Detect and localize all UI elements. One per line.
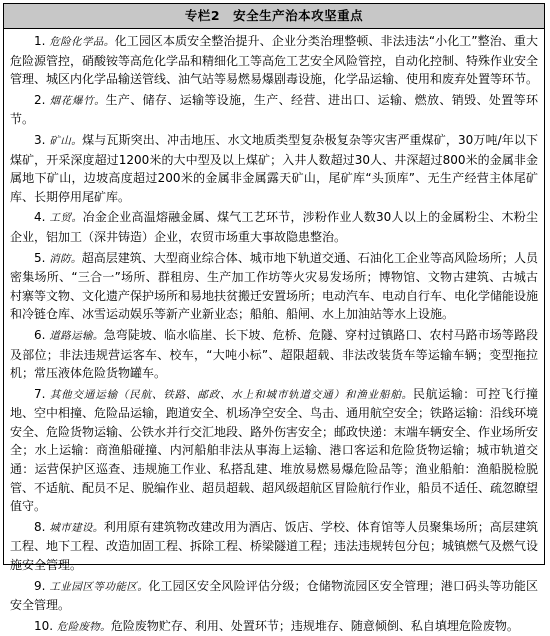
item-number: 9. [34,578,50,593]
item-number: 2. [34,92,50,107]
item-text: 民航运输：可控飞行撞地、空中相撞、危险品运输，跑道安全、机场净空安全、鸟击、通用航空安全；铁路运输：沿线环境安全、危险货物运输、公铁水并行交汇地段、路外伤害安全；邮政快递：末端车辆安全、作业场所安全；水上运输：商渔船碰撞、内河船舶非法从事海上运输、港口客运和危险货物运输；城市轨道交通：运营保护区巡查、违规施工作业、私搭乱建、堆放易燃易爆危险品等；渔业船舶：渔船脱检脱管、不适航、配员不足、脱编作业、超员超载、超风级超航区冒险航行作业，船员不适任、疏忽瞭望值守。 [10,386,539,514]
item-keyword: 工业园区等功能区。 [49,580,149,593]
item-keyword: 危险废物。 [56,620,111,633]
list-item-8 [10,518,538,575]
list-item-10 [10,617,538,636]
item-number: 4. [34,210,50,225]
list-item-7 [10,385,538,516]
item-number: 10. [34,618,57,633]
item-text: 超高层建筑、大型商业综合体、城市地下轨道交通、石油化工企业等高风险场所；人员密集场所、“三合一”场所、群租房、生产加工作坊等火灾易发场所；博物馆、文物古建筑、古城古村寨等文物、文化遗产保护场所和易地扶贫搬迁安置场所；电动汽车、电动自行车、电化学储能设施和冷链仓库、冰雪运动娱乐等新产业新业态；船舶、船闸、水上加油站等水上设施。 [10,250,539,322]
item-keyword: 工贸。 [49,212,83,225]
list-item-9 [10,577,538,615]
item-text: 危险废物贮存、利用、处置环节；违规堆存、随意倾倒、私自填埋危险废物。 [110,618,519,633]
list-item-4 [10,208,538,246]
item-text: 冶金企业高温熔融金属、煤气工艺环节，涉粉作业人数30人以上的金属粉尘、木粉尘企业，铝加工（深井铸造）企业，农贸市场重大事故隐患整治。 [10,210,539,244]
item-text: 急弯陡坡、临水临崖、长下坡、危桥、危隧、穿村过镇路口、农村马路市场等路段及部位；非法违规营运客车、校车，“大吨小标”、超限超载、非法改装货车等运输车辆；变型拖拉机；常压液体危险货物罐车。 [10,327,539,381]
item-keyword: 道路运输。 [49,329,104,342]
list-item-5 [10,249,538,324]
box-title: 专栏2 安全生产治本攻坚重点 [4,4,544,29]
item-keyword: 烟花爆竹。 [49,94,106,107]
item-number: 6. [34,327,50,342]
item-text: 利用原有建筑物改建改用为酒店、饭店、学校、体育馆等人员聚集场所；高层建筑工程、地下工程、改造加固工程、拆除工程、桥梁隧道工程；违法违规转包分包；城镇燃气及燃气设施安全管理。 [10,519,539,573]
item-text: 化工园区安全风险评估分级；仓储物流园区安全管理；港口码头等功能区安全管理。 [10,578,538,613]
item-number: 1. [34,34,50,48]
item-number: 8. [34,519,50,534]
item-text: 生产、储存、运输等设施，生产、经营、进出口、运输、燃放、销毁、处置等环节。 [10,92,538,127]
item-number: 3. [34,132,50,147]
item-text: 煤与瓦斯突出、冲击地压、水文地质类型复杂极复杂等灾害严重煤矿，30万吨/年以下煤矿，开采深度超过1200米的大中型及以上煤矿；入井人数超过30人、井深超过800米的金属非金属地下矿山，边坡高度超过200米的金属非金属露天矿山，尾矿库“头顶库”、无生产经营主体尾矿库、长期停用尾矿库。 [10,132,538,204]
list-item-3 [10,131,538,206]
list-item-6 [10,326,538,383]
item-keyword: 其他交通运输（民航、铁路、邮政、水上和城市轨道交通）和渔业船舶。 [49,388,414,401]
item-number: 7. [34,386,50,401]
item-keyword: 城市建设。 [49,521,104,534]
list-item-2 [10,91,538,129]
feature-box [3,3,545,633]
item-text: 化工园区本质安全整治提升、企业分类治理整顿、非法违法“小化工”整治、重大危险源管控，硝酸铵等高危化学品和精细化工等高危工艺安全风险管控，自动化控制、特殊作业安全管理、城区内化学品输送管线、油气站等易燃易爆剧毒设施，化学品运输、使用和废弃处置等环节。 [10,34,539,87]
item-list [4,29,544,636]
item-number: 5. [34,250,50,265]
item-keyword: 消防。 [49,252,82,265]
list-item-1 [10,32,538,89]
item-keyword: 危险化学品。 [49,36,115,48]
item-keyword: 矿山。 [49,134,83,147]
